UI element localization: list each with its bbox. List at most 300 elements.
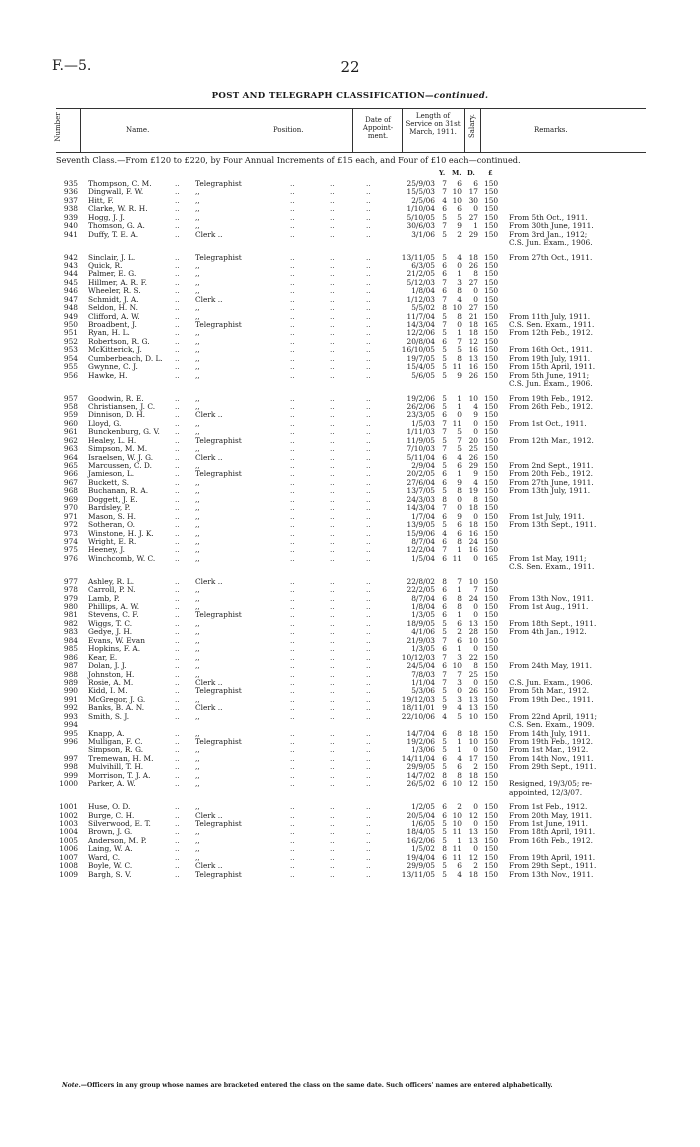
service-days: 27: [468, 303, 478, 313]
row-number: 969: [63, 494, 78, 504]
remarks: From 26th Feb., 1912.: [509, 401, 593, 411]
row-number: 1000: [59, 779, 78, 789]
header-divider: [464, 109, 465, 152]
class-heading: Seventh Class.—From £120 to £220, by Four Annual Increments of £15 each, and Four of £10 each—continued.: [56, 155, 521, 165]
header-number: Number: [54, 112, 62, 142]
service-months: 3: [457, 677, 462, 687]
service-days: 13: [468, 353, 478, 363]
position: ,,: [195, 353, 200, 363]
salary: 150: [484, 204, 499, 214]
remarks: From 5th June, 1911;: [509, 370, 590, 380]
salary: 150: [484, 827, 499, 837]
appointment-date: 1/5/03: [411, 418, 435, 428]
table-row: 943 Quick, R. ,, 6/3/05 6 0 26 150 .. .. .. ..: [0, 262, 700, 270]
employee-name: Bargh, S. V.: [88, 869, 132, 879]
position: ,,: [195, 204, 200, 214]
service-years: 6: [442, 536, 447, 546]
row-number: 977: [63, 576, 78, 586]
position: ,,: [195, 635, 200, 645]
table-row: 979 Lamb, P. ,, 8/7/04 6 8 24 150 From 13th Nov., 1911. .. .. .. ..: [0, 595, 700, 603]
employee-name: Bunckenburg, G. V.: [88, 427, 160, 437]
remarks: From 29th Sept., 1911.: [509, 861, 597, 871]
salary: 150: [484, 494, 499, 504]
service-days: 29: [468, 229, 478, 239]
employee-name: Lloyd, G.: [88, 418, 122, 428]
table-row: 955 Gwynne, C. J. ,, 15/4/05 5 11 16 150 From 15th April, 1911. .. .. .. ..: [0, 363, 700, 371]
remarks: C.S. Jun. Exam., 1906.: [509, 379, 593, 389]
row-number: 968: [63, 486, 78, 496]
appointment-date: 5/6/05: [411, 370, 435, 380]
table-row: 949 Clifford, A. W. ,, 11/7/04 5 8 21 150 From 11th July, 1911. .. .. .. ..: [0, 313, 700, 321]
service-days: 2: [473, 861, 478, 871]
service-days: 27: [468, 212, 478, 222]
salary: 150: [484, 410, 499, 420]
service-years: 6: [442, 585, 447, 595]
table-row: 939 Hogg, J. J. ,, 5/10/05 5 5 27 150 From 5th Oct., 1911. .. .. .. ..: [0, 214, 700, 222]
employee-name: Wiggs, T. C.: [88, 618, 133, 628]
position: ,,: [195, 553, 200, 563]
service-months: 7: [457, 435, 462, 445]
position: ,,: [195, 536, 200, 546]
position: Clerk ..: [195, 703, 223, 713]
service-days: 18: [468, 320, 478, 329]
table-row: 959 Dinnison, D. H. Clerk .. 23/3/05 6 0 9 150 .. .. .. ..: [0, 411, 700, 419]
row-number: 955: [63, 362, 78, 372]
salary: 150: [484, 393, 499, 403]
service-months: 11: [452, 362, 462, 372]
employee-name: Huse, O. D.: [88, 802, 131, 812]
appointment-date: 13/9/05: [406, 520, 435, 530]
appointment-date: 1/10/04: [406, 204, 435, 214]
table-row: 999 Morrison, T. J. A. ,, 14/7/02 8 8 18 150 .. .. .. ..: [0, 772, 700, 780]
service-years: 5: [442, 435, 447, 445]
employee-name: Quick, R.: [88, 260, 123, 270]
salary: 165: [484, 553, 499, 563]
service-years: 6: [442, 802, 447, 812]
salary: 150: [484, 745, 499, 755]
position: ,,: [195, 585, 200, 595]
row-number: 958: [63, 401, 78, 411]
service-months: 8: [457, 536, 462, 546]
employee-name: Mason, S. H.: [88, 511, 136, 521]
employee-name: Cumberbeach, D. L.: [88, 353, 163, 363]
row-number: 962: [63, 435, 78, 445]
row-number: 997: [63, 753, 78, 763]
row-number: 972: [63, 520, 78, 530]
appointment-date: 26/2/06: [406, 401, 435, 411]
service-years: 7: [442, 294, 447, 304]
position: ,,: [195, 328, 200, 338]
position: Telegraphist: [195, 469, 242, 479]
remarks: From 5th Mar., 1912.: [509, 686, 590, 696]
employee-name: Hopkins, F. A.: [88, 644, 141, 654]
service-months: 1: [457, 269, 462, 279]
salary: 150: [484, 401, 499, 411]
service-years: 8: [442, 303, 447, 313]
appointment-date: 12/2/04: [406, 545, 435, 555]
position: ,,: [195, 370, 200, 380]
service-days: 25: [468, 444, 478, 454]
table-row: 952 Robertson, R. G. ,, 20/8/04 6 7 12 150 .. .. .. ..: [0, 338, 700, 346]
service-years: 5: [442, 627, 447, 637]
service-months: 6: [457, 461, 462, 470]
table-row: 958 Christiansen, J. C. ,, 26/2/06 5 1 4 150 From 26th Feb., 1912. .. .. .. ..: [0, 403, 700, 411]
employee-name: Rosie, A. M.: [88, 677, 134, 687]
row-number: 998: [63, 762, 78, 772]
service-months: 10: [452, 195, 462, 205]
service-months: 6: [457, 635, 462, 645]
row-number: 948: [63, 303, 78, 313]
salary: 150: [484, 221, 499, 231]
position: ,,: [195, 345, 200, 355]
employee-name: Evans, W. Evan: [88, 635, 145, 645]
service-months: 10: [452, 818, 462, 828]
remarks: From 24th May, 1911.: [509, 661, 592, 671]
position: ,,: [195, 644, 200, 654]
service-years: 6: [442, 593, 447, 603]
service-years: 7: [442, 503, 447, 513]
appointment-date: 8/7/04: [411, 593, 435, 603]
row-number: 980: [63, 602, 78, 611]
service-months: 0: [457, 260, 462, 270]
table-row: 996 Mulligan, F. C. Telegraphist 19/2/06 5 1 10 150 From 19th Feb., 1912. .. .. .. ..: [0, 738, 700, 746]
salary: 150: [484, 644, 499, 654]
appointment-date: 1/6/05: [411, 818, 435, 828]
salary: 150: [484, 728, 499, 738]
service-years: 7: [442, 669, 447, 679]
service-months: 8: [457, 286, 462, 296]
row-number: 984: [63, 635, 78, 645]
salary: 150: [484, 353, 499, 363]
service-days: 17: [468, 753, 478, 763]
service-months: 8: [457, 486, 462, 496]
appointment-date: 29/9/05: [406, 861, 435, 871]
position: Telegraphist: [195, 686, 242, 696]
row-number: 1008: [59, 861, 78, 871]
employee-name: Ashley, R. L.: [88, 576, 135, 586]
employee-name: Simpson, M. M.: [88, 444, 148, 454]
row-number: 1003: [59, 818, 78, 828]
service-years: 5: [442, 328, 447, 338]
table-row: 992 Banks, B. A. N. Clerk .. 18/11/01 9 4 13 150 .. .. .. ..: [0, 704, 700, 712]
service-years: 7: [442, 677, 447, 687]
header-name: Name.: [126, 126, 150, 134]
table-row: 975 Heeney, J. ,, 12/2/04 7 1 16 150 .. .. .. ..: [0, 546, 700, 554]
employee-name: Sotheran, O.: [88, 520, 135, 530]
employee-name: Winchcomb, W. C.: [88, 553, 156, 563]
position: ,,: [195, 260, 200, 270]
table-row: 947 Schmidt, J. A. Clerk .. 1/12/03 7 4 0 150 .. .. .. ..: [0, 296, 700, 304]
service-years: 6: [442, 469, 447, 479]
table-row: 968 Buchanan, R. A. ,, 13/7/05 5 8 19 150 From 13th July, 1911. .. .. .. ..: [0, 487, 700, 495]
service-months: 9: [457, 370, 462, 380]
remarks: From 19th Feb., 1912.: [509, 393, 593, 403]
service-years: 6: [442, 810, 447, 820]
remarks: From 20th Feb., 1912.: [509, 469, 593, 479]
service-days: 10: [468, 393, 478, 403]
service-months: 0: [457, 494, 462, 504]
service-years: 5: [442, 401, 447, 411]
service-days: 18: [468, 770, 478, 780]
row-number: 989: [63, 677, 78, 687]
employee-name: Seldon, H. N.: [88, 303, 138, 313]
row-number: 992: [63, 703, 78, 713]
salary: 150: [484, 503, 499, 513]
salary: 150: [484, 737, 499, 746]
service-years: 6: [442, 204, 447, 214]
row-number: 940: [63, 221, 78, 231]
service-days: 0: [473, 802, 478, 812]
employee-name: McKitterick, J.: [88, 345, 142, 355]
remarks: From 27th June, 1911.: [509, 477, 594, 487]
appointment-date: 13/11/05: [401, 252, 435, 262]
remarks: From 14th Nov., 1911.: [509, 753, 594, 763]
service-years: 5: [442, 835, 447, 845]
service-months: 6: [457, 762, 462, 772]
row-number: 994: [63, 720, 78, 730]
remarks: From 20th May, 1911.: [509, 810, 592, 820]
service-years: 6: [442, 852, 447, 862]
service-months: 0: [457, 503, 462, 513]
service-days: 26: [468, 452, 478, 462]
table-row: 948 Seldon, H. N. ,, 5/5/02 8 10 27 150 .. .. .. ..: [0, 304, 700, 312]
service-months: 8: [457, 728, 462, 738]
remarks: From 12th Mar., 1912.: [509, 435, 594, 445]
table-row: 985 Hopkins, F. A. ,, 1/3/05 6 1 0 150 .. .. .. ..: [0, 645, 700, 653]
row-number: 943: [63, 260, 78, 270]
service-days: 20: [468, 435, 478, 445]
salary: 150: [484, 435, 499, 445]
row-number: 970: [63, 503, 78, 513]
service-days: 24: [468, 593, 478, 603]
salary: 150: [484, 311, 499, 321]
position: ,,: [195, 593, 200, 603]
row-number: 935: [63, 179, 78, 188]
position: Clerk ..: [195, 677, 223, 687]
table-row: 998 Mulvihill, T. H. ,, 29/9/05 5 6 2 150 From 29th Sept., 1911. .. .. .. ..: [0, 763, 700, 771]
service-years: 9: [442, 703, 447, 713]
table-row: 995 Knapp, A. ,, 14/7/04 6 8 18 150 From 14th July, 1911. .. .. .. ..: [0, 730, 700, 738]
service-months: 4: [457, 452, 462, 462]
row-number: 967: [63, 477, 78, 487]
employee-name: Broadbent, J.: [88, 320, 137, 329]
service-months: 8: [457, 593, 462, 603]
row-number: 1001: [59, 802, 78, 812]
service-days: 27: [468, 277, 478, 287]
position: ,,: [195, 418, 200, 428]
service-months: 7: [457, 336, 462, 346]
position: ,,: [195, 427, 200, 437]
salary: 150: [484, 618, 499, 628]
appointment-date: 15/5/03: [406, 187, 435, 197]
appointment-date: 16/10/05: [401, 345, 435, 355]
remarks: From 4th Jan., 1912.: [509, 627, 587, 637]
page-reference: F.—5.: [52, 58, 92, 74]
appointment-date: 19/2/06: [406, 737, 435, 746]
service-days: 18: [468, 728, 478, 738]
service-months: 2: [457, 627, 462, 637]
service-years: 7: [442, 221, 447, 231]
position: Telegraphist: [195, 610, 242, 620]
employee-name: Simpson, R. G.: [88, 745, 144, 755]
salary: 150: [484, 677, 499, 687]
employee-name: Jamieson, L.: [88, 469, 135, 479]
salary: 150: [484, 779, 499, 789]
remarks: C.S. Sen. Exam., 1909.: [509, 720, 595, 730]
salary: 150: [484, 362, 499, 372]
appointment-date: 1/8/04: [411, 602, 435, 611]
service-months: 3: [457, 652, 462, 662]
table-row: 1001 Huse, O. D. ,, 1/2/05 6 2 0 150 From 1st Feb., 1912. .. .. .. ..: [0, 803, 700, 811]
remarks: From 1st Aug., 1911.: [509, 602, 589, 611]
row-number: 956: [63, 370, 78, 380]
appointment-date: 5/11/04: [406, 452, 435, 462]
row-number: 986: [63, 652, 78, 662]
service-months: 9: [457, 221, 462, 231]
service-months: 4: [457, 252, 462, 262]
row-number: 999: [63, 770, 78, 780]
appointment-date: 1/3/05: [411, 644, 435, 654]
employee-name: Israelsen, W. J. G.: [88, 452, 154, 462]
table-row: 984 Evans, W. Evan ,, 21/9/03 7 6 10 150 .. .. .. ..: [0, 637, 700, 645]
position: Clerk ..: [195, 410, 223, 420]
service-years: 6: [442, 269, 447, 279]
service-months: 7: [457, 576, 462, 586]
row-number: 996: [63, 737, 78, 746]
row-number: 939: [63, 212, 78, 222]
service-years: 6: [442, 610, 447, 620]
position: ,,: [195, 745, 200, 755]
appointment-date: 20/8/04: [406, 336, 435, 346]
service-months: 2: [457, 229, 462, 239]
row-number: 963: [63, 444, 78, 454]
row-number: 1006: [59, 844, 78, 854]
appointment-date: 1/1/04: [411, 677, 435, 687]
remarks: From 1st June, 1911.: [509, 818, 588, 828]
salary: 150: [484, 818, 499, 828]
remarks: From 1st Oct., 1911.: [509, 418, 587, 428]
service-days: 9: [473, 410, 478, 420]
table-row: 938 Clarke, W. R. H. ,, 1/10/04 6 6 0 150 .. .. .. ..: [0, 205, 700, 213]
table-row: 937 Hitt, F. ,, 2/5/06 4 10 30 150 .. .. .. ..: [0, 197, 700, 205]
remarks: From 16th Feb., 1912.: [509, 835, 593, 845]
service-months: 10: [452, 661, 462, 671]
service-days: 10: [468, 635, 478, 645]
salary: 150: [484, 286, 499, 296]
appointment-date: 14/3/04: [406, 503, 435, 513]
service-years: 5: [442, 229, 447, 239]
table-row: 1009 Bargh, S. V. Telegraphist 13/11/05 5 4 18 150 From 13th Nov., 1911. .. .. .. ..: [0, 871, 700, 879]
salary: 150: [484, 635, 499, 645]
salary: 150: [484, 844, 499, 854]
service-years: 6: [442, 260, 447, 270]
employee-name: Silverwood, E. T.: [88, 818, 151, 828]
remarks: C.S. Sen. Exam., 1911.: [509, 562, 595, 572]
row-number: 1005: [59, 835, 78, 845]
appointment-date: 1/8/04: [411, 286, 435, 296]
service-days: 18: [468, 503, 478, 513]
service-years: 6: [442, 728, 447, 738]
employee-name: Laing, W. A.: [88, 844, 133, 854]
service-months: 4: [457, 703, 462, 713]
employee-name: Carroll, P. N.: [88, 585, 136, 595]
position: ,,: [195, 277, 200, 287]
appointment-date: 18/9/05: [406, 618, 435, 628]
header-date: Date of Appoint-ment.: [362, 116, 394, 140]
position: ,,: [195, 393, 200, 403]
service-days: 18: [468, 252, 478, 262]
service-days: 0: [473, 644, 478, 654]
row-number: 1009: [59, 869, 78, 879]
service-years: 5: [442, 252, 447, 262]
position: ,,: [195, 503, 200, 513]
service-days: 0: [473, 844, 478, 854]
salary: 150: [484, 469, 499, 479]
remarks: From 19th Feb., 1912.: [509, 737, 593, 746]
appointment-date: 5/5/02: [411, 303, 435, 313]
service-years: 4: [442, 711, 447, 721]
remarks: From 30th June, 1911.: [509, 221, 594, 231]
position: ,,: [195, 802, 200, 812]
service-months: 1: [457, 610, 462, 620]
service-years: 5: [442, 762, 447, 772]
note-text: —Officers in any group whose names are bracketed entered the class on the same date. Such officers' names are entered alphabetically.: [80, 1082, 553, 1089]
position: ,,: [195, 835, 200, 845]
appointment-date: 1/7/04: [411, 511, 435, 521]
service-days: 12: [468, 810, 478, 820]
service-days: 30: [468, 195, 478, 205]
employee-name: Bardsley, P.: [88, 503, 131, 513]
appointment-date: 6/3/05: [411, 260, 435, 270]
row-number: 990: [63, 686, 78, 696]
table-row: 945 Hillmer, A. R. F. ,, 5/12/03 7 3 27 150 .. .. .. ..: [0, 279, 700, 287]
service-years: 5: [442, 694, 447, 704]
service-months: 9: [457, 477, 462, 487]
table-row: 981 Stevens, C. F. Telegraphist 1/3/05 6 1 0 150 .. .. .. ..: [0, 611, 700, 619]
service-days: 29: [468, 461, 478, 470]
row-number: 946: [63, 286, 78, 296]
appointment-date: 11/9/05: [406, 435, 435, 445]
remarks: From 18th April, 1911.: [509, 827, 596, 837]
row-number: 983: [63, 627, 78, 637]
service-years: 5: [442, 869, 447, 879]
service-days: 4: [473, 401, 478, 411]
employee-name: Burge, C. H.: [88, 810, 135, 820]
salary: 150: [484, 602, 499, 611]
table-row: 944 Palmer, E. G. ,, 21/2/05 6 1 8 150 .. .. .. ..: [0, 270, 700, 278]
service-months: 9: [457, 511, 462, 521]
row-number: 961: [63, 427, 78, 437]
position: ,,: [195, 520, 200, 530]
table-row: 974 Wright, E. R. ,, 8/7/04 6 8 24 150 .. .. .. ..: [0, 538, 700, 546]
employee-name: Goodwin, R. E.: [88, 393, 144, 403]
service-months: 3: [457, 277, 462, 287]
appointment-date: 20/5/04: [406, 810, 435, 820]
salary: 150: [484, 810, 499, 820]
remarks: From 11th July, 1911.: [509, 311, 591, 321]
service-years: 7: [442, 652, 447, 662]
salary: 150: [484, 593, 499, 603]
employee-name: Wright, E. R.: [88, 536, 137, 546]
table-row: 935 Thompson, C. M. Telegraphist 25/9/03 7 6 6 150 .. .. .. ..: [0, 180, 700, 188]
position: ,,: [195, 461, 200, 470]
table-row: 1000 Parker, A. W. ,, 26/5/02 6 10 12 150 Resigned, 19/3/05; re- .. .. .. ..: [0, 780, 700, 788]
salary: 150: [484, 545, 499, 555]
salary: 150: [484, 269, 499, 279]
salary: 150: [484, 528, 499, 538]
service-days: 1: [473, 221, 478, 231]
position: ,,: [195, 477, 200, 487]
